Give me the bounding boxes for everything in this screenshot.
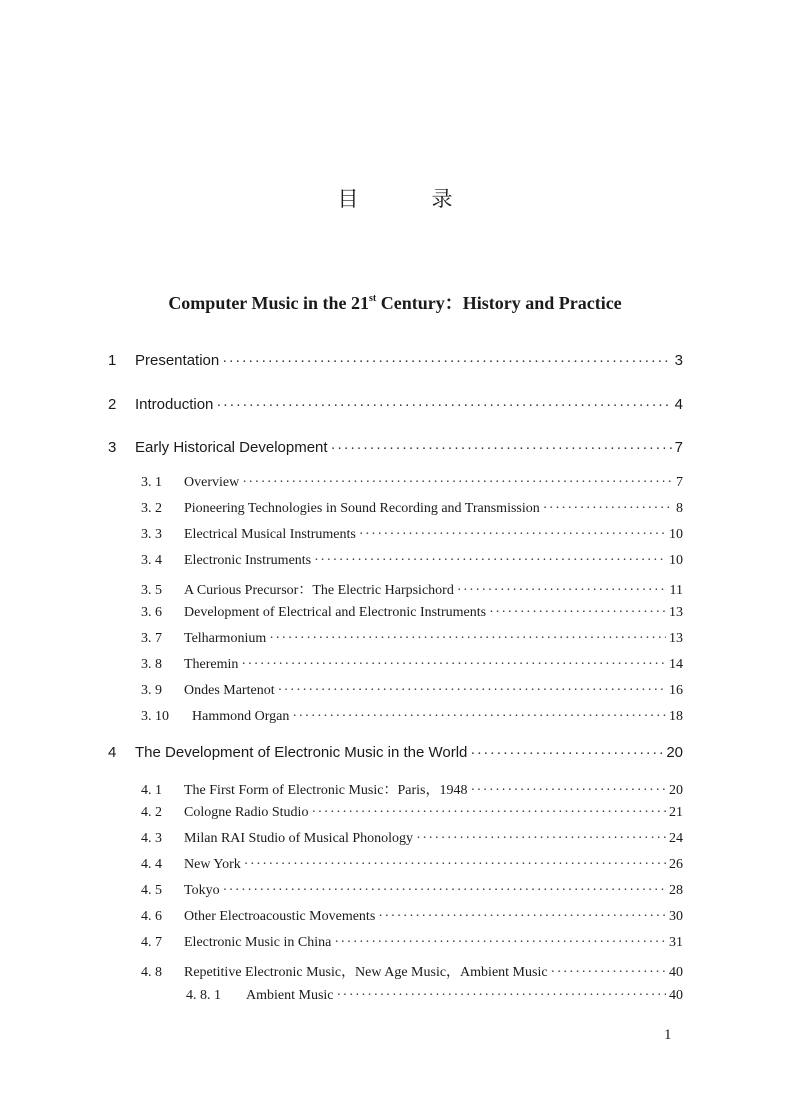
toc-entry-label: Telharmonium — [184, 631, 267, 646]
toc-entry-number: 4. 8. 1 — [186, 988, 221, 1003]
toc-entry[interactable] — [141, 709, 683, 725]
toc-entry-number: 3 — [108, 439, 117, 456]
toc-entry-number: 3. 3 — [141, 527, 162, 542]
toc-entry-label: New York — [184, 857, 241, 872]
toc-entry[interactable] — [141, 683, 683, 699]
toc-entry-label: Electronic Music in China — [184, 935, 332, 950]
toc-entry-page: 28 — [669, 883, 683, 898]
toc-entry-label: Milan RAI Studio of Musical Phonology — [184, 831, 414, 846]
toc-entry-page: 40 — [669, 988, 683, 1003]
toc-entry-number: 4. 4 — [141, 857, 162, 872]
toc-entry-number: 3. 4 — [141, 553, 162, 568]
page-heading: 目 录 — [337, 187, 479, 211]
toc-entry-page: 10 — [669, 527, 683, 542]
toc-entry-page: 18 — [669, 709, 683, 724]
toc-entry[interactable] — [141, 805, 683, 821]
toc-entry[interactable] — [108, 352, 683, 369]
toc-entry-page: 40 — [669, 965, 683, 980]
toc-entry[interactable] — [141, 909, 683, 925]
toc-entry-page: 10 — [669, 553, 683, 568]
toc-entry[interactable] — [141, 579, 683, 599]
book-title-prefix: Computer Music in the 21 — [168, 293, 369, 313]
toc-leader-dots — [331, 439, 672, 456]
toc-entry-label: Early Historical Development — [135, 439, 328, 456]
toc-leader-dots — [551, 965, 666, 981]
toc-leader-dots — [457, 583, 667, 599]
toc-entry-page: 7 — [674, 439, 683, 456]
toc-leader-dots — [311, 805, 666, 821]
toc-entry-number: 4. 2 — [141, 805, 162, 820]
toc-leader-dots — [216, 396, 671, 413]
toc-entry-page: 30 — [669, 909, 683, 924]
toc-entry-label: Theremin — [184, 657, 239, 672]
toc-entry[interactable] — [141, 961, 683, 981]
toc-entry[interactable] — [141, 831, 683, 847]
toc-entry-page: 31 — [669, 935, 683, 950]
toc-entry-page: 13 — [669, 631, 683, 646]
toc-entry-label: Pioneering Technologies in Sound Recording and Transmission — [184, 501, 540, 516]
toc-entry-label: Presentation — [135, 352, 220, 369]
toc-entry-number: 4. 8 — [141, 965, 162, 980]
toc-entry[interactable] — [141, 779, 683, 799]
toc-entry-number: 3. 9 — [141, 683, 162, 698]
toc-leader-dots — [470, 744, 663, 761]
toc-entry-page: 8 — [676, 501, 683, 516]
toc-leader-dots — [334, 935, 666, 951]
toc-leader-dots — [337, 988, 667, 1004]
toc-entry-number: 3. 7 — [141, 631, 162, 646]
toc-entry-label: Overview — [184, 475, 240, 490]
toc-leader-dots — [543, 501, 673, 517]
toc-leader-dots — [269, 631, 666, 647]
toc-entry-number: 4. 7 — [141, 935, 162, 950]
toc-entry-label: Introduction — [135, 396, 214, 413]
toc-entry-page: 14 — [669, 657, 683, 672]
toc-entry[interactable] — [141, 857, 683, 873]
toc-entry-page: 24 — [669, 831, 683, 846]
toc-entry-number: 3. 8 — [141, 657, 162, 672]
toc-leader-dots — [470, 783, 666, 799]
toc-entry[interactable] — [141, 657, 683, 673]
toc-entry-label: Ambient Music — [246, 988, 334, 1003]
toc-entry-label: Ondes Martenot — [184, 683, 275, 698]
toc-entry[interactable] — [141, 553, 683, 569]
toc-entry[interactable] — [186, 988, 683, 1004]
toc-entry-label: Development of Electrical and Electronic Instruments — [184, 605, 487, 620]
toc-entry-number: 4 — [108, 744, 117, 761]
toc-leader-dots — [242, 475, 673, 491]
toc-leader-dots — [416, 831, 666, 847]
toc-entry[interactable] — [141, 605, 683, 621]
toc-entry-number: 4. 5 — [141, 883, 162, 898]
toc-entry-number: 1 — [108, 352, 117, 369]
toc-entry-page: 21 — [669, 805, 683, 820]
toc-entry-number: 3. 5 — [141, 583, 162, 598]
toc-entry[interactable] — [108, 744, 683, 761]
toc-leader-dots — [314, 553, 666, 569]
toc-leader-dots — [244, 857, 666, 873]
toc-entry-page: 13 — [669, 605, 683, 620]
toc-entry-page: 3 — [674, 352, 683, 369]
toc-leader-dots — [278, 683, 666, 699]
toc-entry-label: Electronic Instruments — [184, 553, 312, 568]
toc-entry-number: 3. 10 — [141, 709, 169, 724]
toc-leader-dots — [489, 605, 666, 621]
toc-entry-page: 11 — [669, 583, 683, 598]
toc-leader-dots — [292, 709, 666, 725]
toc-entry-number: 3. 1 — [141, 475, 162, 490]
toc-entry[interactable] — [141, 501, 683, 517]
toc-entry-number: 4. 1 — [141, 783, 162, 798]
toc-entry-page: 4 — [674, 396, 683, 413]
toc-entry-number: 4. 6 — [141, 909, 162, 924]
toc-entry-page: 16 — [669, 683, 683, 698]
toc-entry[interactable] — [108, 396, 683, 413]
toc-entry-label: Cologne Radio Studio — [184, 805, 309, 820]
toc-leader-dots — [241, 657, 666, 673]
toc-entry-page: 20 — [669, 783, 683, 798]
toc-entry[interactable] — [141, 527, 683, 543]
book-title-suffix: Century：History and Practice — [376, 293, 622, 313]
toc-entry-number: 4. 3 — [141, 831, 162, 846]
toc-entry-page: 7 — [676, 475, 683, 490]
toc-leader-dots — [359, 527, 666, 543]
toc-leader-dots — [222, 352, 671, 369]
toc-entry-label: The First Form of Electronic Music：Paris，1948 — [184, 783, 468, 798]
toc-entry-label: Tokyo — [184, 883, 220, 898]
toc-entry-label: The Development of Electronic Music in the World — [135, 744, 468, 761]
toc-entry-number: 3. 6 — [141, 605, 162, 620]
toc-entry-label: A Curious Precursor：The Electric Harpsichord — [184, 583, 454, 598]
toc-entry[interactable] — [141, 475, 683, 491]
toc-entry[interactable] — [141, 631, 683, 647]
page-number: 1 — [664, 1027, 672, 1043]
toc-entry-label: Hammond Organ — [192, 709, 290, 724]
toc-leader-dots — [378, 909, 666, 925]
toc-entry[interactable] — [141, 935, 683, 951]
toc-leader-dots — [223, 883, 666, 899]
toc-entry-number: 2 — [108, 396, 117, 413]
toc-entry-page: 20 — [666, 744, 683, 761]
toc-entry-number: 3. 2 — [141, 501, 162, 516]
toc-entry[interactable] — [141, 883, 683, 899]
toc-entry-page: 26 — [669, 857, 683, 872]
toc-entry-label: Other Electroacoustic Movements — [184, 909, 376, 924]
toc-entry[interactable] — [108, 439, 683, 456]
toc-entry-label: Repetitive Electronic Music，New Age Music，Ambient Music — [184, 965, 548, 980]
toc-entry-label: Electrical Musical Instruments — [184, 527, 356, 542]
book-title-superscript: st — [368, 293, 377, 304]
